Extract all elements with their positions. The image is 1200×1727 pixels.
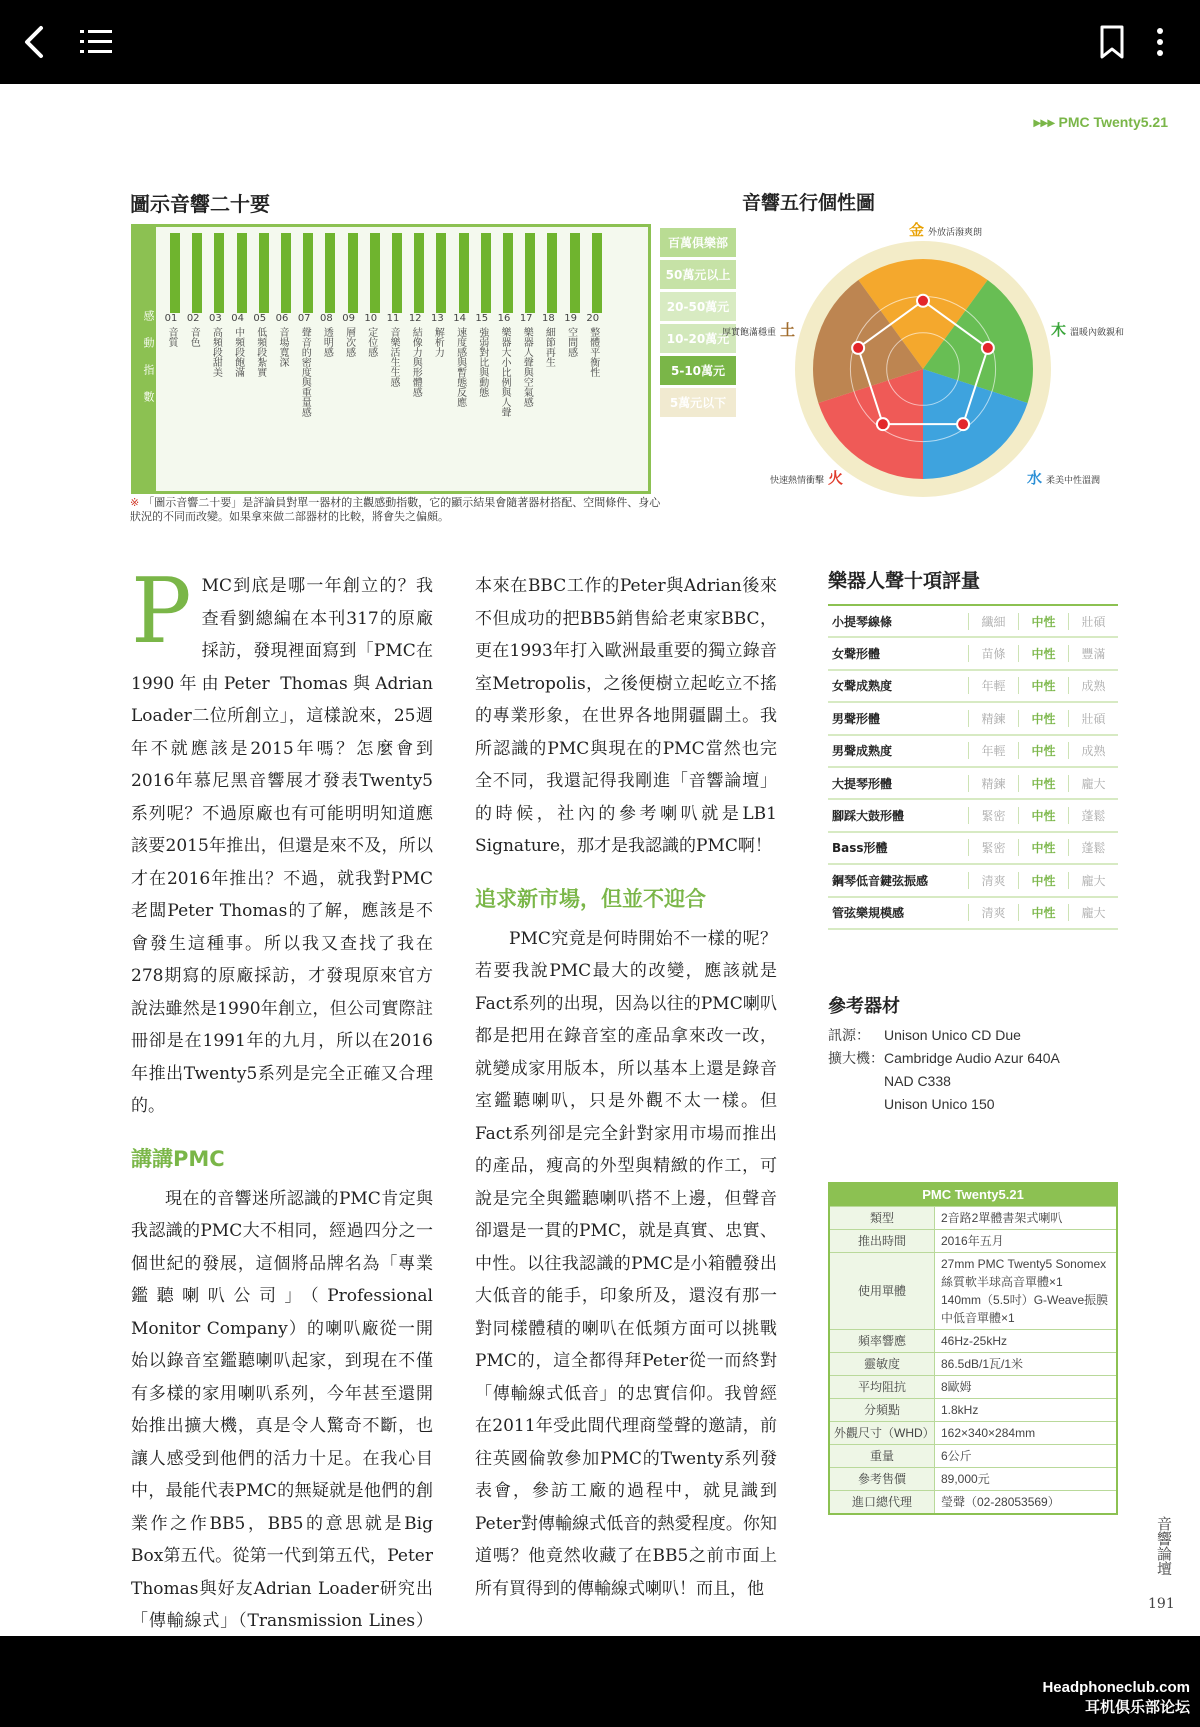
category-label: 層次感 <box>343 327 355 357</box>
bookmark-icon <box>1099 25 1125 59</box>
spec-row <box>830 1421 1116 1444</box>
rating-row <box>828 736 1118 768</box>
spec-key: 推出時間 <box>830 1230 934 1252</box>
category-number: 04 <box>231 313 244 324</box>
price-scale <box>660 228 736 420</box>
rating-option-selected: 中性 <box>1018 872 1068 889</box>
radar-element-char: 木 <box>1051 321 1067 339</box>
category-label: 細節再生 <box>543 327 555 367</box>
note-mark: ※ <box>130 496 140 509</box>
radar-value-point <box>917 295 929 307</box>
chart-20-points-labels <box>160 313 650 489</box>
radar-element-desc: 外放活潑爽朗 <box>928 228 983 238</box>
subheading-new-market: 追求新市場，但並不迎合 <box>475 886 706 911</box>
chart-bar <box>192 233 202 313</box>
rating-option-high: 蓬鬆 <box>1068 807 1118 824</box>
chart-category <box>204 313 226 477</box>
magazine-page <box>0 84 1200 1636</box>
spec-row <box>830 1398 1116 1421</box>
spec-key: 頻率響應 <box>830 1330 934 1352</box>
radar-axis-label <box>1051 321 1124 339</box>
rating-name: 大提琴形體 <box>832 776 893 791</box>
reference-value: Cambridge Audio Azur 640A <box>884 1050 1060 1066</box>
radar-chart-title: 音響五行個性圖 <box>742 192 876 214</box>
spec-body <box>830 1206 1116 1513</box>
category-label: 整體平衡性 <box>587 327 599 377</box>
subheading-pmc: 講講PMC <box>131 1146 225 1171</box>
rating-option-selected: 中性 <box>1018 904 1068 921</box>
chart-20-points-bars <box>164 233 648 313</box>
radar-value-point <box>957 418 969 430</box>
rating-option-high: 龐大 <box>1068 872 1118 889</box>
category-label: 音場寬深 <box>277 327 288 367</box>
chart-category <box>160 313 182 477</box>
category-label: 定位感 <box>365 327 377 357</box>
radar-axis-label <box>770 469 843 487</box>
category-label: 透明感 <box>321 327 333 357</box>
spec-title: PMC Twenty5.21 <box>830 1184 1116 1206</box>
category-number: 14 <box>453 313 466 324</box>
rating-option-selected: 中性 <box>1018 645 1068 662</box>
rating-option-low: 纖細 <box>968 613 1018 630</box>
category-label: 低頻段紮實 <box>254 327 266 377</box>
chart-20-points <box>131 224 651 494</box>
rating-name: Bass形體 <box>832 841 888 856</box>
chart-category <box>182 313 204 477</box>
rating-option-low: 精鍊 <box>968 710 1018 727</box>
category-label: 音樂活生生感 <box>388 327 399 387</box>
rating-option-selected: 中性 <box>1018 613 1068 630</box>
reference-value: Unison Unico CD Due <box>884 1027 1021 1043</box>
rating-option-selected: 中性 <box>1018 710 1068 727</box>
rating-option-selected: 中性 <box>1018 742 1068 759</box>
category-number: 13 <box>431 313 444 324</box>
chart-20-points-title: 圖示音響二十要 <box>130 192 270 216</box>
rating-option-high: 豐滿 <box>1068 645 1118 662</box>
chart-bar <box>547 233 557 313</box>
rating-row <box>828 898 1118 930</box>
rating-row <box>828 638 1118 670</box>
radar-value-point <box>877 418 889 430</box>
spec-value: 2016年五月 <box>934 1230 1116 1252</box>
spec-row <box>830 1490 1116 1513</box>
rating-name: 鋼琴低音鍵弦振感 <box>832 873 929 888</box>
rating-option-high: 成熟 <box>1068 742 1118 759</box>
price-scale-item: 5萬元以下 <box>660 388 736 417</box>
reference-row <box>828 1093 1128 1116</box>
reader-top-bar <box>0 0 1200 84</box>
spec-row <box>830 1206 1116 1229</box>
chart-bar <box>214 233 224 313</box>
category-number: 15 <box>475 313 489 324</box>
category-label: 強弱對比與動態 <box>476 327 488 397</box>
more-options-button[interactable] <box>1138 20 1182 64</box>
bookmark-button[interactable] <box>1090 20 1134 64</box>
chart-bar <box>370 233 380 313</box>
reference-row <box>828 1024 1128 1047</box>
article-paragraph <box>131 559 433 1123</box>
category-number: 05 <box>253 313 267 324</box>
price-scale-item: 20-50萬元 <box>660 292 736 321</box>
rating-name: 管弦樂規模感 <box>832 906 905 921</box>
chart-category <box>271 313 293 477</box>
rating-option-low: 年輕 <box>968 742 1018 759</box>
chart-category <box>515 313 537 477</box>
chart-bar <box>459 233 469 313</box>
radar-element-char: 火 <box>827 469 843 487</box>
spec-value: 2音路2單體書架式喇叭 <box>934 1207 1116 1229</box>
category-number: 18 <box>542 313 555 324</box>
category-number: 12 <box>408 313 422 324</box>
spec-value: 6公斤 <box>934 1445 1116 1467</box>
chart-bar <box>436 233 446 313</box>
spec-row <box>830 1352 1116 1375</box>
spec-key: 重量 <box>830 1445 934 1467</box>
chart-category <box>560 313 582 477</box>
rating-option-high: 成熟 <box>1068 677 1118 694</box>
rating-option-high: 壯碩 <box>1068 613 1118 630</box>
rating-option-low: 精鍊 <box>968 775 1018 792</box>
spec-row <box>830 1375 1116 1398</box>
spec-key: 外觀尺寸（WHD） <box>830 1422 934 1444</box>
chart-bar <box>259 233 269 313</box>
chart-20-points-ylabel: 感動指數 <box>134 227 156 491</box>
price-scale-item: 50萬元以上 <box>660 260 736 289</box>
spec-value: 27mm PMC Twenty5 Sonomex絲質軟半球高音單體×1 140mm（5.5吋）G-Weave振膜中低音單體×1 <box>934 1253 1116 1329</box>
reference-list <box>828 1024 1128 1116</box>
category-label: 中頻段飽滿 <box>232 327 244 377</box>
paragraph-text: MC到底是哪一年創立的？我查看劉總編在本刊317的原廠採訪，發現裡面寫到「PMC在1990年由Peter Thomas與Adrian Loader二位所創立」，這樣說來，25週年不就應該是2015年嗎？怎麼會到2016年慕尼黑音響展才發表Twenty5系列呢？不過原廠也有可能明明知道應該要2015年推出，但還是來不及，所以才在2016年推出？不過，就我對PMC老闆Peter Thomas的了解，應該是不會發生這種事。所以我又查找了我在278期寫的原廠採訪，才發現原來官方說法雖然是1990年創立，但公司實際註冊卻是在1991年的九月，所以在2016年推出Twenty5系列是完全正確又合理的。 <box>131 576 433 1116</box>
chart-category <box>360 313 382 477</box>
spec-key: 使用單體 <box>830 1253 934 1329</box>
rating-option-selected: 中性 <box>1018 677 1068 694</box>
rating-name: 小提琴線條 <box>832 614 893 629</box>
chart-category <box>338 313 360 477</box>
page-number: 191 <box>1148 1596 1175 1612</box>
reference-title: 參考器材 <box>828 996 900 1017</box>
watermark-line-1: Headphoneclub.com <box>1042 1679 1190 1696</box>
chevron-left-icon <box>19 24 49 60</box>
category-label: 音色 <box>188 327 200 347</box>
category-number: 11 <box>386 313 400 324</box>
rating-option-low: 年輕 <box>968 677 1018 694</box>
price-scale-item: 10-20萬元 <box>660 324 736 353</box>
spec-key: 類型 <box>830 1207 934 1229</box>
rating-option-low: 清爽 <box>968 904 1018 921</box>
section-tag: ▸▸▸ PMC Twenty5.21 <box>1033 114 1168 130</box>
article-paragraph: 本來在BBC工作的Peter與Adrian後來不但成功的把BB5銷售給老東家BBC，更在1993年打入歐洲最重要的獨立錄音室Metropolis，之後便樹立起屹立不搖的專業形象，在世界各地開疆闢土。我所認識的PMC與現在的PMC當然也完全不同，我還記得我剛進「音響論壇」的時候，社內的參考喇叭就是LB1 Signature，那才是我認識的PMC啊！ <box>475 576 777 856</box>
price-scale-item: 5-10萬元 <box>660 356 736 385</box>
category-label: 空間感 <box>565 327 577 357</box>
article-paragraph: PMC究竟是何時開始不一樣的呢？若要我說PMC最大的改變，應該就是Fact系列的出現，因為以往的PMC喇叭都是把用在錄音室的產品拿來改一改，就變成家用版本，所以基本上還是錄音室鑑聽喇叭，只是外觀不太一樣。但Fact系列卻是完全針對家用市場而推出的產品，瘦高的外型與精緻的作工，可說是完全與鑑聽喇叭搭不上邊，但聲音卻還是一貫的PMC，就是真實、忠實、中性。以往我認識的PMC是小箱體發出大低音的能手，印象所及，還沒有那一對同樣體積的喇叭在低頻方面可以挑戰PMC的，這全都得拜Peter從一而終對「傳輸線式低音」的忠實信仰。我曾經在2011年受此間代理商瑩聲的邀請，前往英國倫敦參加PMC的Twenty系列發表會，參訪工廠的過程中，就見識到Peter對傳輸線式低音的熱愛程度。你知道嗎？他竟然收藏了在BB5之前市面上所有買得到的傳輸線式喇叭！而且，他 <box>475 928 777 1599</box>
spec-value: 162×340×284mm <box>934 1422 1116 1444</box>
category-label: 速度感與暫態反應 <box>454 327 466 407</box>
radar-element-char: 土 <box>779 321 795 339</box>
chart-category <box>493 313 515 477</box>
rating-option-low: 苗條 <box>968 645 1018 662</box>
rating-row <box>828 671 1118 703</box>
category-label: 結像力與形體感 <box>410 327 422 397</box>
spec-value: 86.5dB/1瓦/1米 <box>934 1353 1116 1375</box>
toc-menu-button[interactable] <box>74 20 118 64</box>
rating-row <box>828 606 1118 638</box>
rating-row <box>828 800 1118 832</box>
magazine-name: 音響論壇 <box>1155 1516 1173 1576</box>
radar-element-char: 金 <box>909 221 925 239</box>
reference-key <box>828 1070 884 1093</box>
rating-name: 女聲形體 <box>832 647 881 662</box>
reference-key: 訊源： <box>828 1027 870 1043</box>
spec-row <box>830 1252 1116 1329</box>
spec-row <box>830 1329 1116 1352</box>
rating-row <box>828 833 1118 865</box>
chart-bar <box>303 233 313 313</box>
ratings-title: 樂器人聲十項評量 <box>828 570 981 592</box>
spec-key: 平均阻抗 <box>830 1376 934 1398</box>
category-number: 06 <box>275 313 289 324</box>
more-vertical-icon <box>1156 27 1164 57</box>
rating-option-high: 龐大 <box>1068 904 1118 921</box>
ratings-table <box>828 604 1118 930</box>
reference-value: Unison Unico 150 <box>884 1096 995 1112</box>
category-label: 高頻段甜美 <box>210 327 222 377</box>
reference-row <box>828 1070 1128 1093</box>
rating-row <box>828 703 1118 735</box>
category-label: 樂器大小比例與人聲 <box>499 327 510 417</box>
chart-bar <box>592 233 602 313</box>
chart-bar <box>170 233 180 313</box>
chart-category <box>249 313 271 477</box>
rating-option-selected: 中性 <box>1018 807 1068 824</box>
chart-bar <box>414 233 424 313</box>
spec-row <box>830 1467 1116 1490</box>
rating-option-selected: 中性 <box>1018 839 1068 856</box>
chart-bar <box>525 233 535 313</box>
chart-category <box>227 313 249 477</box>
note-text: 「圖示音響二十要」是評論員對單一器材的主觀感動指數，它的顯示結果會隨著器材搭配、空間條件、身心狀況的不同而改變。如果拿來做二部器材的比較，將會失之偏頗。 <box>130 496 661 523</box>
article-column-2 <box>475 570 777 1605</box>
rating-option-selected: 中性 <box>1018 775 1068 792</box>
category-number: 02 <box>186 313 200 324</box>
watermark-line-2: 耳机俱乐部论坛 <box>1084 1698 1190 1716</box>
spec-row <box>830 1444 1116 1467</box>
chart-bar <box>503 233 513 313</box>
reference-key <box>828 1093 884 1116</box>
category-number: 09 <box>342 313 355 324</box>
reader-bottom-bar <box>0 1636 1200 1727</box>
reference-value: NAD C338 <box>884 1073 951 1089</box>
radar-element-desc: 柔美中性溫潤 <box>1046 476 1101 486</box>
rating-row <box>828 768 1118 800</box>
radar-axis-label <box>1027 469 1100 487</box>
spec-table <box>828 1182 1118 1515</box>
category-number: 07 <box>297 313 311 324</box>
radar-element-desc: 厚實飽滿穩重 <box>721 328 776 338</box>
rating-name: 女聲成熟度 <box>832 679 893 694</box>
chart-category <box>382 313 404 477</box>
spec-value: 瑩聲（02-28053569） <box>934 1491 1116 1513</box>
spec-key: 靈敏度 <box>830 1353 934 1375</box>
radar-element-desc: 快速熱情衝擊 <box>769 476 824 486</box>
radar-element-desc: 溫暖內斂親和 <box>1070 328 1125 338</box>
spec-value: 89,000元 <box>934 1468 1116 1490</box>
rating-name: 腳踩大鼓形體 <box>832 809 905 824</box>
category-label: 樂器人聲與空氣感 <box>521 327 533 407</box>
back-button[interactable] <box>12 20 56 64</box>
category-number: 19 <box>564 313 577 324</box>
chart-category <box>404 313 426 477</box>
radar-element-char: 水 <box>1027 469 1043 487</box>
rating-name: 男聲形體 <box>832 711 881 726</box>
price-scale-item: 百萬俱樂部 <box>660 228 736 257</box>
article-paragraph: 現在的音響迷所認識的PMC肯定與我認識的PMC大不相同，經過四分之一個世紀的發展，這個將品牌名為「專業鑑聽喇叭公司」（Professional Monitor Company）的喇叭廠從一開始以錄音室鑑聽喇叭起家，到現在不僅有多樣的家用喇叭系列，今年甚至還開始推出擴大機，真是令人驚奇不斷，也讓人感受到他們的活力十足。在我心目中，最能代表PMC的無疑就是他們的創業作之作BB5，BB5的意思就是Big Box第五代。從第一代到第五代，Peter Thomas與好友Adrian Loader研究出「傳輸線式」（Transmission Lines） <box>131 1188 433 1631</box>
rating-option-low: 緊密 <box>968 807 1018 824</box>
chart-category <box>582 313 604 477</box>
chart-category <box>426 313 448 477</box>
rating-row <box>828 865 1118 897</box>
spec-key: 分頻點 <box>830 1399 934 1421</box>
reference-key: 擴大機： <box>828 1050 884 1066</box>
category-label: 音質 <box>166 327 177 347</box>
spec-key: 參考售價 <box>830 1468 934 1490</box>
rating-option-low: 清爽 <box>968 872 1018 889</box>
category-number: 17 <box>519 313 533 324</box>
chart-category <box>449 313 471 477</box>
spec-row <box>830 1229 1116 1252</box>
watermark <box>1042 1679 1190 1717</box>
chart-bar <box>481 233 491 313</box>
category-number: 10 <box>364 313 378 324</box>
chart-category <box>315 313 337 477</box>
category-label: 聲音的密度與重量感 <box>299 327 311 417</box>
spec-value: 1.8kHz <box>934 1399 1116 1421</box>
chart-note <box>130 496 670 524</box>
category-label: 解析力 <box>432 327 444 357</box>
radar-value-point <box>852 342 864 354</box>
radar-axis-label <box>909 221 982 239</box>
article-column-1 <box>131 559 433 1703</box>
rating-option-high: 壯碩 <box>1068 710 1118 727</box>
category-number: 01 <box>164 313 178 324</box>
chart-bar <box>237 233 247 313</box>
rating-option-high: 蓬鬆 <box>1068 839 1118 856</box>
five-elements-radar <box>721 209 1125 509</box>
chart-bar <box>570 233 580 313</box>
chart-bar <box>348 233 358 313</box>
chart-bar <box>392 233 402 313</box>
rating-option-high: 龐大 <box>1068 775 1118 792</box>
chart-category <box>537 313 559 477</box>
rating-option-low: 緊密 <box>968 839 1018 856</box>
list-icon <box>80 28 112 56</box>
reference-row <box>828 1047 1128 1070</box>
category-number: 08 <box>320 313 333 324</box>
chart-category <box>293 313 315 477</box>
chart-bar <box>325 233 335 313</box>
drop-cap: P <box>131 559 192 664</box>
chart-bar <box>281 233 291 313</box>
category-number: 03 <box>209 313 222 324</box>
category-number: 16 <box>497 313 511 324</box>
spec-key: 進口總代理 <box>830 1491 934 1513</box>
category-number: 20 <box>586 313 600 324</box>
radar-value-point <box>982 342 994 354</box>
spec-value: 46Hz-25kHz <box>934 1330 1116 1352</box>
rating-name: 男聲成熟度 <box>832 744 893 759</box>
chart-category <box>471 313 493 477</box>
spec-value: 8歐姆 <box>934 1376 1116 1398</box>
